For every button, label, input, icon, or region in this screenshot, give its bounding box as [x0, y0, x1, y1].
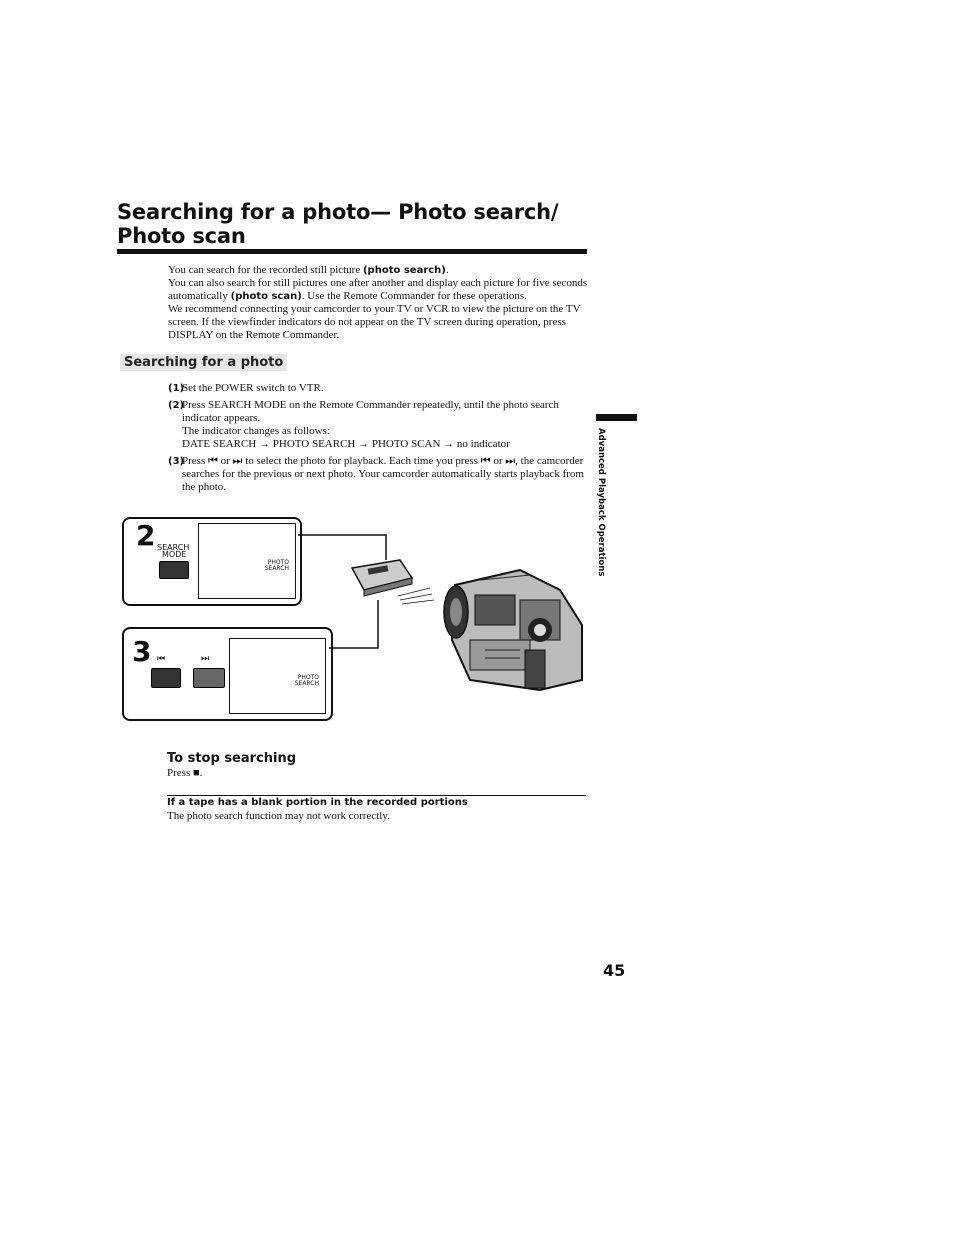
- intro-line-3: We recommend connecting your camcorder to your TV or VCR to view the picture on the TV screen. If the viewfinder indicators do not appear on the TV screen during operation, press DISPLAY on the Remote Commander.: [168, 303, 581, 341]
- tv-screen-2: [198, 523, 296, 599]
- page-title: [117, 200, 558, 248]
- intro-line-1: You can search for the recorded still picture (photo search).: [168, 264, 449, 276]
- intro-paragraph: [168, 264, 588, 342]
- stop-heading: To stop searching: [167, 751, 297, 766]
- section-tab: [592, 428, 608, 577]
- search-mode-label-2: MODE: [162, 550, 187, 559]
- panel-step-2: [122, 517, 302, 606]
- panel-3-number: 3: [132, 635, 152, 668]
- section-heading: Searching for a photo: [120, 354, 287, 371]
- prev-button: [151, 668, 181, 688]
- note-heading: If a tape has a blank portion in the recorded portions: [167, 797, 468, 808]
- search-mode-button: [159, 561, 189, 579]
- panel-step-3: [122, 627, 333, 721]
- search-mode-label-1: SEARCH: [157, 543, 190, 552]
- prev-icon: ⏮: [157, 654, 166, 664]
- title-rule: [117, 249, 587, 254]
- next-icon: ⏭: [201, 654, 210, 664]
- screen-3-indicator: PHOTO SEARCH: [294, 674, 319, 687]
- step-1: (1) Set the POWER switch to VTR.: [168, 382, 324, 394]
- section-tab-bar: [596, 414, 637, 421]
- tv-screen-3: [229, 638, 326, 714]
- page-number: 45: [603, 961, 626, 980]
- note-rule: [167, 795, 586, 796]
- note-text: The photo search function may not work correctly.: [167, 810, 390, 822]
- next-button: [193, 668, 225, 688]
- step-2: (2) Press SEARCH MODE on the Remote Commander repeatedly, until the photo search indicator appears. The indicator changes as follows: DATE SEARCH → PHOTO SEARCH → PHOTO SCAN → no indicator: [168, 399, 559, 450]
- camcorder-icon: [444, 570, 582, 690]
- remote-commander-icon: [352, 560, 434, 604]
- section-tab-label: Advanced Playback Operations: [596, 428, 606, 577]
- step-3: (3) Press ⏮ or ⏭ to select the photo for playback. Each time you press ⏮ or ⏭, the camcorder searches for the previous or next photo. Your camcorder automatically starts playback from the photo.: [168, 455, 584, 493]
- title-line-2: Photo scan: [117, 224, 246, 248]
- stop-instruction: Press ■.: [167, 767, 203, 779]
- screen-2-indicator: PHOTO SEARCH: [264, 559, 289, 572]
- panel-2-number: 2: [136, 519, 156, 552]
- intro-line-2: You can also search for still pictures one after another and display each picture for five seconds automatically (photo scan). Use the Remote Commander for these operations.: [168, 277, 588, 302]
- steps-list: [168, 382, 598, 498]
- title-line-1: Searching for a photo— Photo search/: [117, 200, 559, 224]
